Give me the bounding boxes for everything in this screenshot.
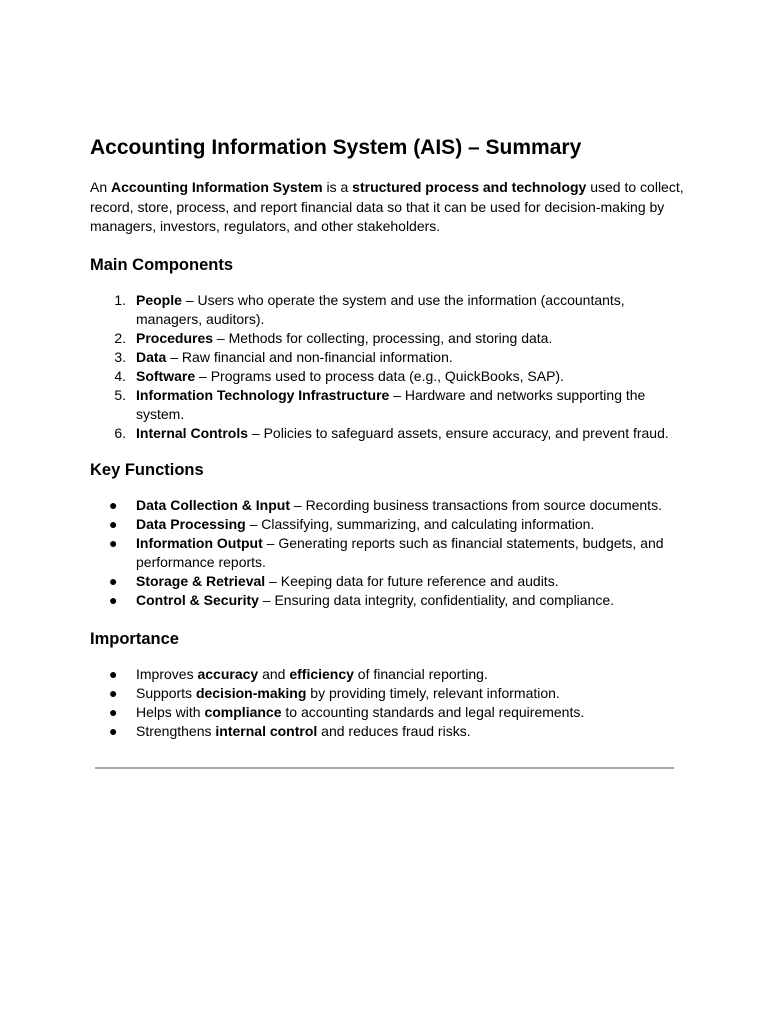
list-item	[90, 496, 680, 515]
item-text: – Policies to safeguard assets, ensure accuracy, and prevent fraud.	[248, 425, 669, 441]
item-text: Strengthens	[136, 723, 216, 739]
item-text-bold: Internal Controls	[136, 425, 249, 441]
item-text: and	[258, 666, 290, 682]
item-text-bold: Data	[136, 349, 167, 365]
list-number: 2.	[114, 330, 126, 346]
bullet-icon: ●	[109, 666, 118, 682]
item-text: of financial reporting.	[353, 666, 488, 682]
item-text: – Ensuring data integrity, confidentiality, and compliance.	[258, 592, 615, 608]
item-text: – Generating reports such as financial statements, budgets, and performance reports.	[136, 535, 664, 570]
item-text: – Recording business transactions from source documents.	[290, 497, 662, 513]
item-text-bold: Data Processing	[136, 516, 246, 532]
bullet-icon: ●	[109, 592, 118, 608]
section-heading-importance: Importance	[90, 630, 179, 648]
intro-run: An	[90, 179, 112, 195]
intro-paragraph	[90, 178, 690, 237]
list-item	[90, 386, 680, 424]
item-text-bold: Information Output	[136, 535, 263, 551]
item-text-bold: accuracy	[197, 666, 259, 682]
item-text: – Users who operate the system and use the information (accountants, managers, auditors).	[136, 292, 625, 327]
intro-run-bold: structured process and technology	[352, 179, 587, 195]
list-item	[90, 515, 680, 534]
key-functions-list	[90, 496, 680, 610]
item-text: – Raw financial and non-financial information.	[166, 349, 453, 365]
importance-list	[90, 665, 680, 741]
item-text-bold: Storage & Retrieval	[136, 573, 266, 589]
list-item	[90, 348, 680, 367]
intro-run-bold: Accounting Information System	[111, 179, 323, 195]
list-item	[90, 534, 680, 572]
list-item	[90, 367, 680, 386]
item-text-bold: Procedures	[136, 330, 214, 346]
horizontal-divider	[95, 767, 674, 769]
list-number: 1.	[114, 292, 126, 308]
list-item	[90, 722, 680, 741]
main-components-list	[90, 291, 680, 443]
item-text: to accounting standards and legal requirements.	[281, 704, 585, 720]
bullet-icon: ●	[109, 573, 118, 589]
item-text: Supports	[136, 685, 196, 701]
section-heading-key-functions: Key Functions	[90, 461, 204, 479]
item-text: – Hardware and networks supporting the system.	[136, 387, 646, 422]
item-text-bold: People	[136, 292, 182, 308]
list-item	[90, 424, 680, 443]
item-text: and reduces fraud risks.	[317, 723, 471, 739]
list-item	[90, 591, 680, 610]
item-text-bold: Data Collection & Input	[136, 497, 290, 513]
item-text-bold: compliance	[204, 704, 282, 720]
list-number: 6.	[114, 425, 126, 441]
list-number: 3.	[114, 349, 126, 365]
bullet-icon: ●	[109, 723, 118, 739]
bullet-icon: ●	[109, 704, 118, 720]
list-item	[90, 665, 680, 684]
item-text: – Methods for collecting, processing, and storing data.	[213, 330, 553, 346]
bullet-icon: ●	[109, 516, 118, 532]
list-item	[90, 291, 680, 329]
list-number: 4.	[114, 368, 126, 384]
intro-run: is a	[322, 179, 353, 195]
item-text-bold: Software	[136, 368, 196, 384]
item-text: Helps with	[136, 704, 205, 720]
item-text-bold: efficiency	[289, 666, 354, 682]
page-title: Accounting Information System (AIS) – Summary	[90, 136, 582, 159]
bullet-icon: ●	[109, 685, 118, 701]
item-text: – Keeping data for future reference and audits.	[265, 573, 559, 589]
list-number: 5.	[114, 387, 126, 403]
list-item	[90, 329, 680, 348]
bullet-icon: ●	[109, 535, 118, 551]
item-text: – Classifying, summarizing, and calculating information.	[245, 516, 595, 532]
section-heading-main-components: Main Components	[90, 256, 233, 274]
item-text-bold: Control & Security	[136, 592, 259, 608]
item-text: by providing timely, relevant information.	[306, 685, 560, 701]
bullet-icon: ●	[109, 497, 118, 513]
item-text-bold: Information Technology Infrastructure	[136, 387, 390, 403]
list-item	[90, 684, 680, 703]
list-item	[90, 572, 680, 591]
list-item	[90, 703, 680, 722]
item-text: – Programs used to process data (e.g., QuickBooks, SAP).	[195, 368, 564, 384]
intro-run: used to collect, record, store, process, and report financial data so that it can be used for decision-making by managers, investors, regulators, and other stakeholders.	[90, 179, 684, 234]
item-text: Improves	[136, 666, 198, 682]
item-text-bold: decision-making	[195, 685, 307, 701]
item-text-bold: internal control	[215, 723, 318, 739]
